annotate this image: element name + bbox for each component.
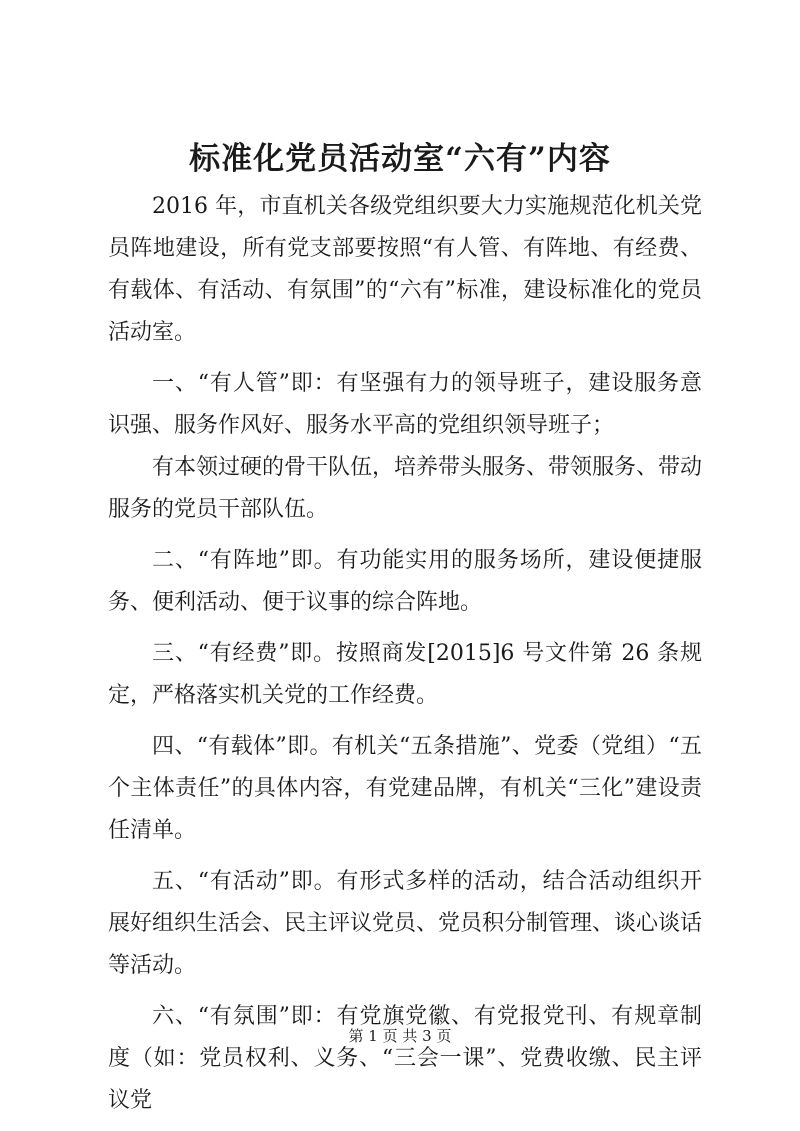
paragraph-item-5: 五、“有活动”即。有形式多样的活动，结合活动组织开展好组织生活会、民主评议党员、党员积分制管理、谈心谈话等活动。: [108, 869, 703, 978]
document-title: 标准化党员活动室“六有”内容: [189, 141, 611, 177]
paragraph-item-3: 三、“有经费”即。按照商发[2015]6 号文件第 26 条规定，严格落实机关党的工作经费。: [108, 641, 702, 708]
document-body: [108, 186, 702, 1122]
paragraph-item-4: 四、“有载体”即。有机关“五条措施”、党委（党组）“五个主体责任”的具体内容，有党建品牌，有机关“三化”建设责任清单。: [108, 734, 702, 843]
paragraph-item-6: 六、“有氛围”即：有党旗党徽、有党报党刊、有规章制度（如：党员权利、义务、“三会一课”、党费收缴、民主评议党: [108, 1004, 702, 1113]
paragraph-item-1: 一、“有人管”即：有坚强有力的领导班子，建设服务意识强、服务作风好、服务水平高的党组织领导班子；: [108, 371, 702, 438]
paragraph-item-2: 二、“有阵地”即。有功能实用的服务场所，建设便捷服务、便利活动、便于议事的综合阵地。: [108, 548, 702, 615]
paragraph-intro: 2016 年，市直机关各级党组织要大力实施规范化机关党员阵地建设，所有党支部要按照“有人管、有阵地、有经费、有载体、有活动、有氛围”的“六有”标准，建设标准化的党员活动室。: [108, 194, 702, 345]
page-number-footer: 第 1 页 共 3 页: [348, 1027, 452, 1045]
paragraph-item-1-continued: 有本领过硬的骨干队伍，培养带头服务、带领服务、带动服务的党员干部队伍。: [108, 455, 703, 522]
